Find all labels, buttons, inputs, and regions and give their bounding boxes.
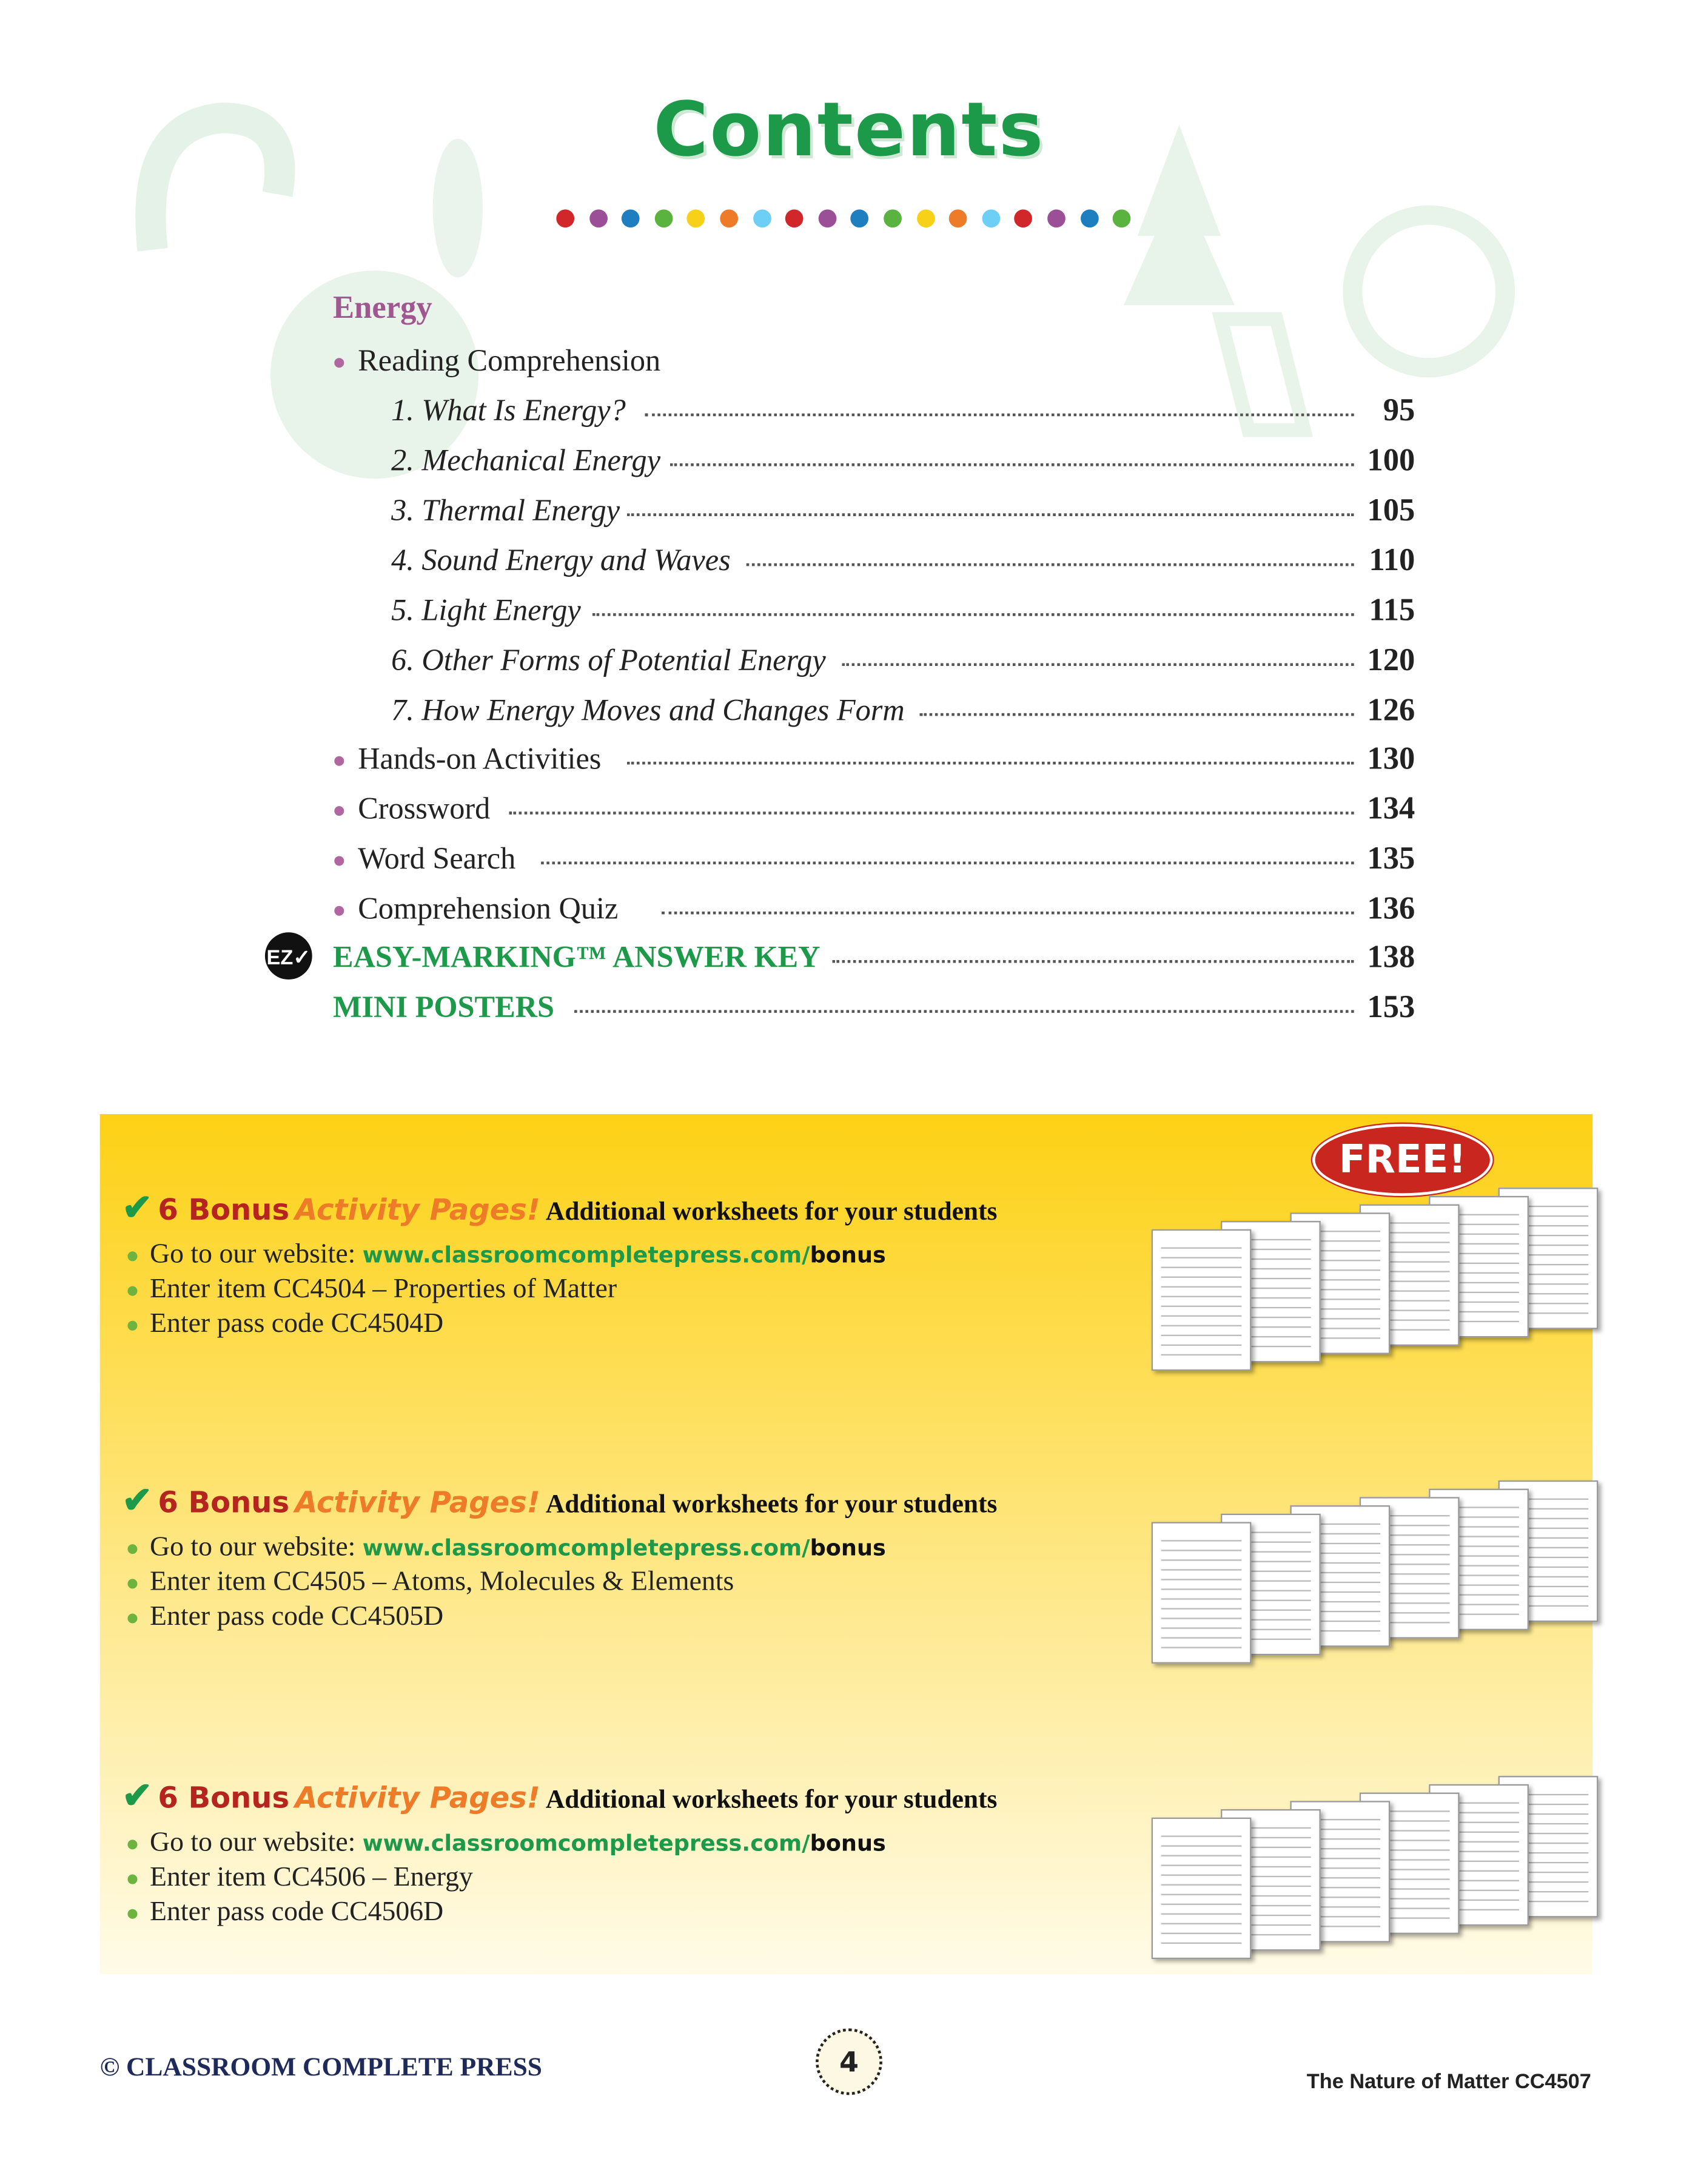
bonus-count: 6 Bonus [158, 1193, 290, 1227]
bonus-description: Additional worksheets for your students [545, 1786, 998, 1815]
bullet-icon [334, 806, 344, 816]
bonus-item [127, 1567, 734, 1599]
toc-entry[interactable] [0, 741, 1698, 783]
bonus-url-link[interactable] [363, 1534, 886, 1561]
toc-reading-comprehension [0, 343, 1698, 385]
dot-leader [541, 862, 1354, 865]
dot-leader [509, 811, 1354, 815]
worksheet-thumbnail [1152, 1818, 1252, 1959]
bonus-activity: Activity Pages! [295, 1193, 540, 1227]
dot-leader [747, 563, 1354, 566]
color-dot [1080, 209, 1098, 227]
url-end: bonus [810, 1830, 886, 1856]
toc-entry[interactable] [0, 791, 1698, 833]
toc-label: 4. Sound Energy and Waves [391, 542, 731, 577]
dot-leader [627, 513, 1354, 516]
dot-leader [645, 414, 1354, 417]
section-heading: Energy [333, 290, 432, 325]
bullet-icon [127, 1544, 137, 1554]
toc-page-number: 105 [1367, 492, 1415, 528]
book-title-code: The Nature of Matter CC4507 [1306, 2070, 1591, 2094]
toc-page-number: 130 [1367, 741, 1415, 776]
color-dot [982, 209, 1000, 227]
bullet-icon [334, 358, 344, 368]
url-text: www.classroomcompletepress.com/ [362, 1830, 810, 1856]
code-text: Enter pass code CC4505D [150, 1601, 444, 1632]
publisher-logo: © CLASSROOM COMPLETE PRESS [99, 2053, 542, 2083]
color-dot [589, 209, 607, 227]
bonus-description: Additional worksheets for your students [545, 1197, 998, 1227]
bullet-icon [127, 1286, 137, 1295]
dot-leader [592, 613, 1354, 616]
page-number: 4 [816, 2028, 882, 2095]
color-dot [720, 209, 738, 227]
code-text: Enter pass code CC4506D [150, 1897, 444, 1927]
color-dot [753, 209, 771, 227]
checkmark-icon: ✔ [122, 1480, 153, 1521]
color-dot [818, 209, 836, 227]
bullet-icon [127, 1321, 137, 1331]
toc-label: Crossword [358, 790, 491, 826]
toc-entry[interactable] [0, 642, 1698, 684]
color-dot [1047, 209, 1065, 227]
bonus-url-link[interactable] [363, 1242, 886, 1268]
toc-entry[interactable] [0, 542, 1698, 584]
bonus-heading [122, 1188, 997, 1229]
toc-label: 5. Light Energy [391, 592, 581, 627]
bonus-website [127, 1532, 885, 1564]
bullet-icon [127, 1874, 137, 1884]
toc-label: 6. Other Forms of Potential Energy [391, 642, 826, 677]
bullet-icon [334, 756, 344, 766]
url-text: www.classroomcompletepress.com/ [362, 1242, 810, 1268]
url-end: bonus [810, 1534, 886, 1561]
bonus-website [127, 1827, 885, 1860]
toc-page-number: 100 [1367, 442, 1415, 477]
toc-mini-posters[interactable] [0, 989, 1698, 1031]
bullet-icon [127, 1251, 137, 1261]
toc-page-number: 136 [1367, 890, 1415, 926]
toc-label: EASY-MARKING™ ANSWER KEY [333, 939, 831, 975]
toc-page-number: 135 [1367, 841, 1415, 876]
dot-leader [920, 713, 1354, 716]
item-text: Enter item CC4504 – Properties of Matter [150, 1274, 617, 1305]
toc-entry[interactable] [0, 392, 1698, 434]
toc-answer-key[interactable] [0, 939, 1698, 981]
toc-entry[interactable] [0, 693, 1698, 734]
bullet-icon [127, 1579, 137, 1588]
dot-leader [574, 1010, 1354, 1013]
bullet-icon [127, 1613, 137, 1623]
item-text: Enter item CC4506 – Energy [150, 1861, 473, 1893]
toc-label: Hands-on Activities [358, 741, 602, 776]
bonus-pass-code [127, 1601, 443, 1633]
checkmark-icon: ✔ [122, 1188, 153, 1228]
color-dot [916, 209, 935, 227]
bonus-activity: Activity Pages! [295, 1486, 540, 1519]
toc-entry[interactable] [0, 443, 1698, 485]
toc-page-number: 153 [1367, 989, 1415, 1024]
dot-leader [662, 912, 1354, 915]
bullet-icon [334, 906, 344, 916]
toc-entry[interactable] [0, 492, 1698, 534]
code-text: Enter pass code CC4504D [150, 1308, 444, 1339]
bonus-heading [122, 1776, 997, 1818]
toc-page-number: 115 [1369, 592, 1415, 627]
toc-label: Reading Comprehension [358, 343, 661, 378]
website-prompt: Go to our website: [150, 1827, 356, 1858]
color-dot [654, 209, 673, 227]
bullet-icon [127, 1909, 137, 1919]
bonus-website [127, 1239, 885, 1271]
page-title: Contents [653, 86, 1045, 173]
dot-leader [670, 463, 1354, 466]
url-text: www.classroomcompletepress.com/ [362, 1534, 810, 1561]
toc-page-number: 110 [1369, 542, 1415, 577]
bonus-count: 6 Bonus [158, 1486, 290, 1519]
bonus-item [127, 1862, 472, 1894]
toc-page-number: 120 [1367, 642, 1415, 677]
website-prompt: Go to our website: [150, 1531, 356, 1562]
toc-page-number: 95 [1383, 392, 1415, 428]
website-prompt: Go to our website: [150, 1238, 356, 1270]
bullet-icon [334, 856, 344, 865]
bonus-item [127, 1274, 617, 1306]
toc-page-number: 134 [1367, 790, 1415, 826]
checkmark-icon: ✔ [122, 1776, 153, 1816]
bonus-pass-code [127, 1897, 443, 1929]
toc-page-number: 138 [1367, 939, 1415, 974]
toc-page-number: 126 [1367, 692, 1415, 727]
toc-entry[interactable] [0, 891, 1698, 933]
svg-text:EZ✓: EZ✓ [266, 946, 311, 969]
free-badge: FREE! [1312, 1124, 1492, 1196]
toc-entry[interactable] [0, 841, 1698, 882]
worksheet-thumbnail [1152, 1229, 1252, 1371]
toc-label: 1. What Is Energy? [391, 392, 626, 428]
bonus-count: 6 Bonus [158, 1781, 290, 1815]
toc-entry[interactable] [0, 593, 1698, 634]
ez-check-badge-icon [264, 931, 317, 987]
dot-leader [833, 960, 1354, 963]
dot-leader [627, 762, 1354, 765]
bonus-description: Additional worksheets for your students [545, 1490, 998, 1519]
color-dot [884, 209, 902, 227]
toc-label: Comprehension Quiz [358, 890, 619, 926]
worksheet-thumbnail [1152, 1522, 1252, 1663]
bonus-activity: Activity Pages! [295, 1781, 540, 1815]
bonus-url-link[interactable] [363, 1830, 886, 1856]
toc-label: 3. Thermal Energy [391, 492, 620, 528]
bonus-heading [122, 1480, 997, 1522]
toc-label: MINI POSTERS [333, 989, 555, 1024]
toc-label: Word Search [358, 841, 516, 876]
bullet-icon [127, 1840, 137, 1849]
bonus-pass-code [127, 1308, 443, 1340]
item-text: Enter item CC4505 – Atoms, Molecules & Elements [150, 1566, 734, 1598]
color-dot [556, 209, 574, 227]
url-end: bonus [810, 1242, 886, 1268]
toc-label: 2. Mechanical Energy [391, 442, 661, 477]
dot-leader [842, 663, 1354, 666]
toc-label: 7. How Energy Moves and Changes Form [391, 692, 905, 727]
